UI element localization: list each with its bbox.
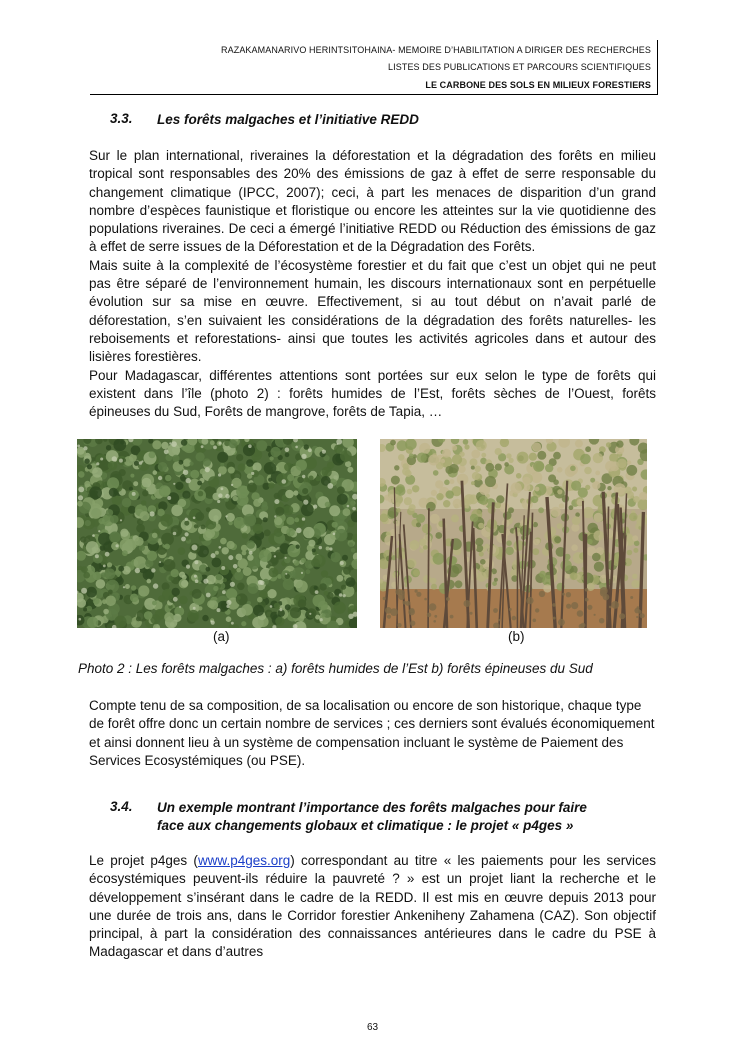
- paragraph-block-2: [89, 697, 656, 770]
- paragraph-5-start: Le projet p4ges (: [89, 853, 198, 868]
- paragraph-4: Compte tenu de sa composition, de sa localisation ou encore de son historique, chaque type de forêt offre donc un certain nombre de services ; ces derniers sont évalués économiquement et ainsi donnent lieu à un système de compensation incluant le système de Paiement des Services Ecosystémiques (ou PSE).: [89, 698, 655, 768]
- paragraph-block-1: [89, 147, 656, 421]
- paragraph-2: Mais suite à la complexité de l’écosystème forestier et du fait que c’est un objet qui ne peut pas être séparé de l’environnement humain, les discours internationaux sont en perpétuelle évolution sur sa mise en œuvre. Effectivement, si au tout début on n’avait parlé de déforestation, s’en suivaient les considérations de la dégradation des forêts naturelles- les reboisements et reforestations- ainsi que toutes les activités agricoles dans et autour des lisières forestières.: [89, 257, 656, 365]
- section-title-line-1: Un exemple montrant l’importance des forêts malgaches pour faire: [157, 800, 587, 815]
- header-line-1: RAZAKAMANARIVO HERINTSITOHAINA- MEMOIRE D’HABILITATION A DIRIGER DES RECHERCHES: [221, 45, 651, 55]
- figure-caption: Photo 2 : Les forêts malgaches : a) forêts humides de l’Est b) forêts épineuses du Sud: [78, 661, 593, 676]
- paragraph-block-3: [89, 852, 656, 962]
- photo-humid-forest: [77, 439, 357, 628]
- running-header: [90, 40, 658, 95]
- header-line-2: LISTES DES PUBLICATIONS ET PARCOURS SCIENTIFIQUES: [388, 62, 651, 72]
- paragraph-3: Pour Madagascar, différentes attentions sont portées sur eux selon le type de forêts qui existent dans l’île (photo 2) : forêts humides de l’Est, forêts sèches de l’Ouest, forêts épineuses du Sud, Forêts de mangrove, forêts de Tapia, …: [89, 367, 656, 420]
- paragraph-1: Sur le plan international, riveraines la déforestation et la dégradation des forêts en milieu tropical sont responsables des 20% des émissions de gaz à effet de serre responsable du changement climatique (IPCC, 2007); ceci, à part les menaces de disparition d’un grand nombre d’espèces faunistique et floristique ou encore les atteintes sur la vie quotidienne des populations riveraines. De ceci a émergé l’initiative REDD ou Réduction des émissions de gaz à effet de serre issues de la Déforestation et de la Dégradation des Forêts.: [89, 148, 656, 255]
- spiny-forest-image: [380, 439, 647, 628]
- photo-label-a: (a): [213, 629, 230, 644]
- p4ges-website-link[interactable]: www.p4ges.org: [197, 853, 291, 868]
- page-number: 63: [366, 1022, 379, 1033]
- paragraph-5-end: ) correspondant au titre « les paiements pour les services écosystémiques peuvent-ils réduire la pauvreté ? » est un projet liant la recherche et le développement s’insérant dans le cadre de la REDD. Il est mis en œuvre depuis 2013 pour une durée de trois ans, dans le Corridor forestier Ankeniheny Zahamena (CAZ). Son objectif principal, à part la considération des connaissances antérieures dans le cadre du PSE à Madagascar et dans d’autres: [89, 853, 656, 960]
- photo-spiny-forest: [380, 439, 647, 628]
- humid-forest-image: [77, 439, 357, 628]
- section-number: 3.4.: [110, 799, 133, 814]
- section-number: 3.3.: [110, 111, 133, 126]
- photo-label-b: (b): [508, 629, 525, 644]
- header-line-3: LE CARBONE DES SOLS EN MILIEUX FORESTIERS: [425, 80, 651, 90]
- paragraph-5: [89, 852, 656, 962]
- section-title: Les forêts malgaches et l’initiative REDD: [157, 112, 419, 127]
- section-title-line-2: face aux changements globaux et climatique : le projet « p4ges »: [157, 818, 574, 833]
